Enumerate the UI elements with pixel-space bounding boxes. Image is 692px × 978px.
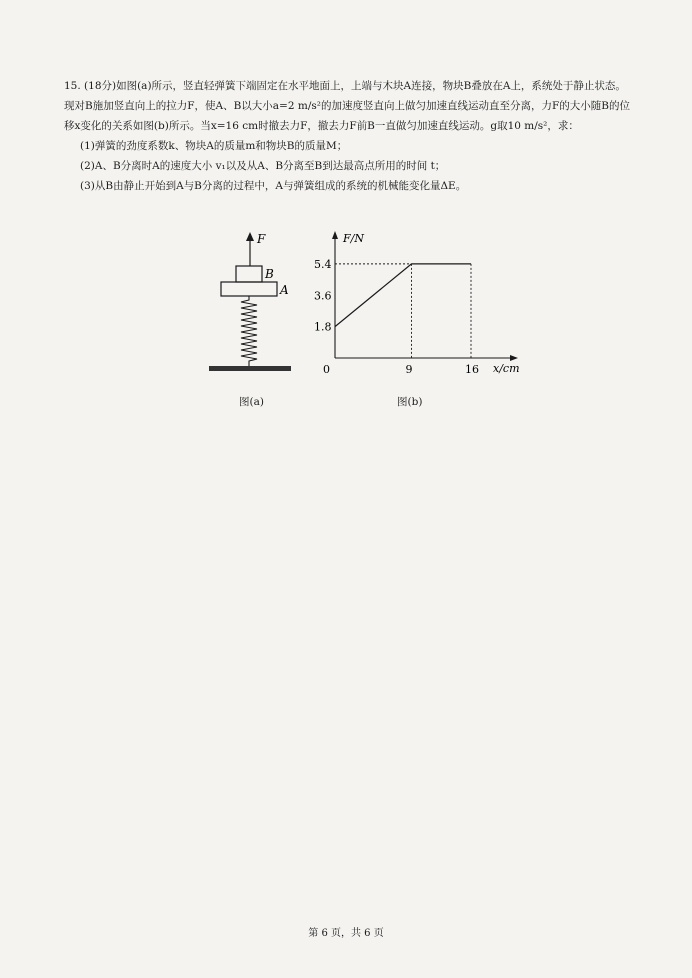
spring bbox=[241, 296, 257, 366]
figure-b-chart bbox=[313, 228, 523, 393]
force-arrow-head bbox=[246, 232, 254, 241]
figures bbox=[195, 228, 555, 418]
block-b-label: B bbox=[265, 267, 274, 281]
problem-stem: 15. (18分)如图(a)所示，竖直轻弹簧下端固定在水平地面上，上端与木块A连接，物块B叠放在A上，系统处于静止状态。现对B施加竖直向上的拉力F，使A、B以大小a=2 m/s²的加速度竖直向上做匀加速直线运动直至分离，力F的大小随B的位移x变化的关系如图(b)所示。当x=16 cm时撤去力F，撤去力F前B一直做匀加速直线运动。g取10 m/s²，求： bbox=[64, 80, 630, 132]
problem-15 bbox=[64, 76, 636, 196]
x-axis-label: x/cm bbox=[493, 362, 520, 375]
x-tick-label-0: 0 bbox=[323, 363, 330, 376]
ground bbox=[209, 366, 291, 371]
x-tick-label-9: 9 bbox=[405, 363, 413, 376]
block-a-label: A bbox=[280, 283, 289, 297]
force-label: F bbox=[257, 232, 266, 246]
series-segment-0 bbox=[335, 264, 412, 327]
y-tick-label-5.4: 5.4 bbox=[314, 257, 332, 271]
question-2: (2)A、B分离时A的速度大小 v₁以及从A、B分离至B到达最高点所用的时间 t； bbox=[80, 160, 446, 172]
figure-a-caption: 图(a) bbox=[239, 396, 264, 408]
y-axis-arrow bbox=[332, 231, 338, 239]
y-axis-label: F/N bbox=[343, 232, 364, 245]
figure-a-diagram bbox=[195, 228, 305, 388]
x-tick-label-16: 16 bbox=[465, 363, 479, 376]
block-b bbox=[236, 266, 262, 282]
page-footer: 第 6 页，共 6 页 bbox=[308, 928, 384, 939]
y-tick-label-3.6: 3.6 bbox=[314, 289, 332, 303]
question-3: (3)从B由静止开始到A与B分离的过程中，A与弹簧组成的系统的机械能变化量ΔE。 bbox=[80, 180, 467, 192]
y-tick-label-1.8: 1.8 bbox=[314, 320, 332, 334]
question-1: (1)弹簧的劲度系数k、物块A的质量m和物块B的质量M； bbox=[80, 140, 348, 152]
block-a bbox=[221, 282, 277, 296]
x-axis-arrow bbox=[510, 355, 518, 361]
figure-b-caption: 图(b) bbox=[397, 396, 423, 408]
